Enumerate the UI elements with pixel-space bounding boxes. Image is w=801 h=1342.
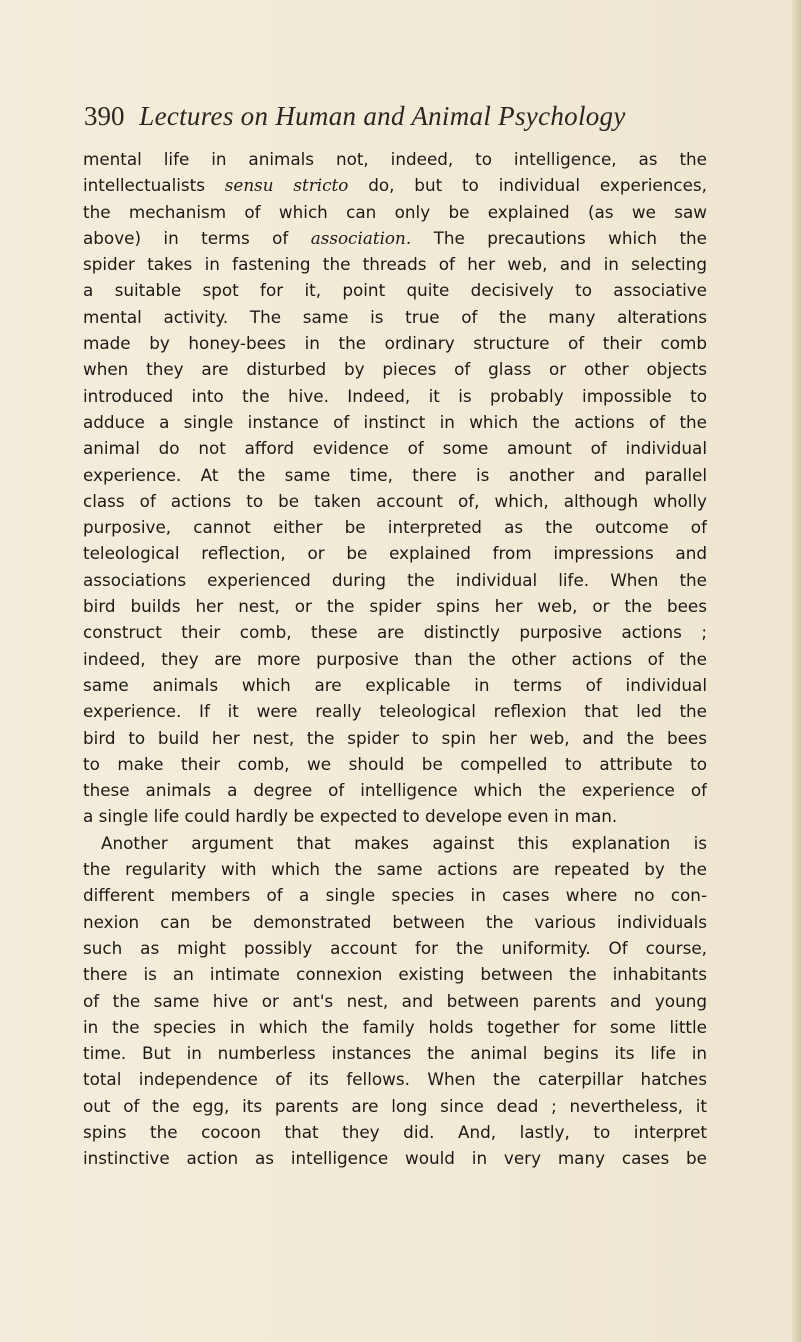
text-line [83,803,707,829]
text-line [83,909,707,935]
text-run: of the same hive or ant's nest, and between parents and young [83,990,707,1011]
text-run: above) in terms of [83,227,311,248]
text-line [83,1145,707,1171]
text-line [83,435,707,461]
text-line [83,830,707,856]
text-run: a suitable spot for it, point quite decisively to associative [83,280,707,301]
text-line [83,1040,707,1066]
text-run: spins the cocoon that they did. And, lastly, to interpret [83,1121,707,1142]
text-run: the mechanism of which can only be explained (as we saw [83,201,707,222]
text-run: The precautions which the [411,227,707,248]
text-run: purposive, cannot either be interpreted as the outcome of [83,517,707,538]
text-run: adduce a single instance of instinct in which the actions of the [83,411,707,432]
text-run: mental activity. The same is true of the many alterations [83,306,707,327]
text-line [83,1119,707,1145]
text-run: to make their comb, we should be compelled to attribute to [83,753,707,774]
text-run: out of the egg, its parents are long since dead ; nevertheless, it [83,1095,707,1116]
text-run: the regularity with which the same actions are repeated by the [83,859,707,880]
text-line [83,146,707,172]
text-line [83,1093,707,1119]
text-line [83,251,707,277]
text-line [83,277,707,303]
text-run: introduced into the hive. Indeed, it is probably impossible to [83,385,707,406]
text-run: intellectualists [83,175,225,196]
text-run: bird builds her nest, or the spider spins her web, or the bees [83,596,707,617]
text-line [83,409,707,435]
text-run: experience. At the same time, there is another and parallel [83,464,707,485]
text-run: class of actions to be taken account of, which, although wholly [83,490,707,511]
text-run: bird to build her nest, the spider to spin her web, and the bees [83,727,707,748]
text-line [83,172,707,198]
text-line [83,882,707,908]
text-line [83,988,707,1014]
text-line [83,698,707,724]
text-run: made by honey-bees in the ordinary structure of their comb [83,333,707,354]
page-number: 390 [84,101,125,131]
text-line [83,462,707,488]
text-run: time. But in numberless instances the animal begins its life in [83,1043,707,1064]
text-line [83,619,707,645]
text-line [83,383,707,409]
text-run: animal do not afford evidence of some amount of individual [83,438,707,459]
text-line [83,225,707,251]
text-run: instinctive action as intelligence would in very many cases be [83,1148,707,1169]
text-line [83,751,707,777]
text-line [83,777,707,803]
text-run: different members of a single species in cases where no con- [83,885,707,906]
text-run: these animals a degree of intelligence which the experience of [83,780,707,801]
text-run: spider takes in fastening the threads of her web, and in selecting [83,254,707,275]
text-line [83,199,707,225]
italic-term: sensu stricto [224,175,349,196]
body-text [83,146,707,1172]
text-line [83,725,707,751]
text-run: a single life could hardly be expected to develope even in man. [83,806,618,827]
text-run: construct their comb, these are distinctly purposive actions ; [83,622,707,643]
text-line [83,540,707,566]
text-run: in the species in which the family holds together for some little [83,1016,707,1037]
text-line [83,514,707,540]
text-run: associations experienced during the individual life. When the [83,569,707,590]
text-run: experience. If it were really teleological reflexion that led the [83,701,707,722]
text-line [83,593,707,619]
text-run: such as might possibly account for the uniformity. Of course, [83,937,707,958]
text-line [83,672,707,698]
text-line [83,567,707,593]
text-line [83,356,707,382]
text-line [83,330,707,356]
text-run: when they are disturbed by pieces of glass or other objects [83,359,707,380]
running-title: Lectures on Human and Animal Psychology [139,101,626,131]
text-line [83,856,707,882]
text-run: Another argument that makes against this explanation is [101,832,707,853]
page-edge [792,0,801,1342]
text-run: same animals which are explicable in terms of individual [83,674,707,695]
text-run: do, but to individual experiences, [348,175,707,196]
text-run: there is an intimate connexion existing between the inhabitants [83,964,707,985]
text-run: teleological reflection, or be explained from impressions and [83,543,707,564]
running-header [84,98,724,134]
text-line [83,1066,707,1092]
text-run: nexion can be demonstrated between the various individuals [83,911,707,932]
text-line [83,488,707,514]
italic-term: association. [310,227,412,248]
text-line [83,935,707,961]
text-line [83,961,707,987]
text-line [83,646,707,672]
text-run: indeed, they are more purposive than the other actions of the [83,648,707,669]
text-line [83,1014,707,1040]
text-run: total independence of its fellows. When the caterpillar hatches [83,1069,707,1090]
text-line [83,304,707,330]
text-run: mental life in animals not, indeed, to intelligence, as the [83,149,707,169]
